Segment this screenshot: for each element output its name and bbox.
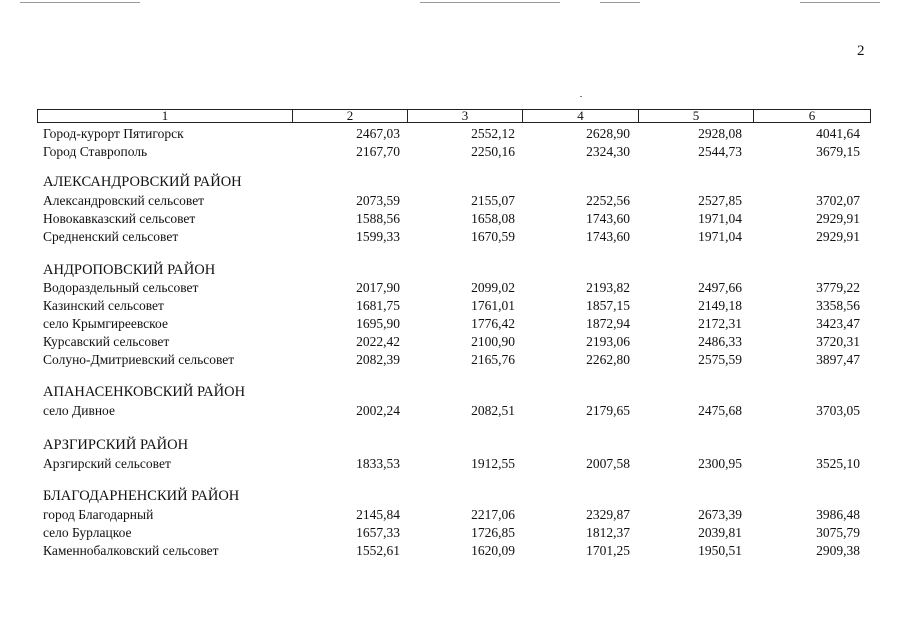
settlement-name: Город Ставрополь bbox=[43, 144, 148, 159]
district-name: АЛЕКСАНДРОВСКИЙ РАЙОН bbox=[43, 174, 242, 190]
value-col-6: 3525,10 bbox=[816, 456, 860, 471]
value-col-6: 3702,07 bbox=[816, 193, 860, 208]
scan-dot bbox=[580, 96, 582, 97]
settlement-name: село Бурлацкое bbox=[43, 525, 132, 540]
settlement-name: Город-курорт Пятигорск bbox=[43, 126, 184, 141]
table-row bbox=[0, 315, 905, 333]
settlement-name: село Крымгиреевское bbox=[43, 316, 168, 331]
table-header bbox=[37, 109, 871, 123]
value-col-4: 1872,94 bbox=[586, 316, 630, 331]
value-col-2: 2002,24 bbox=[356, 403, 400, 418]
value-col-5: 2172,31 bbox=[698, 316, 742, 331]
settlement-name: Средненский сельсовет bbox=[43, 229, 179, 244]
table-row bbox=[0, 524, 905, 542]
table-row bbox=[0, 351, 905, 369]
table-row bbox=[0, 210, 905, 228]
value-col-6: 3897,47 bbox=[816, 352, 860, 367]
settlement-name: село Дивное bbox=[43, 403, 115, 418]
value-col-5: 2673,39 bbox=[698, 507, 742, 522]
value-col-4: 2262,80 bbox=[586, 352, 630, 367]
value-col-5: 1950,51 bbox=[698, 543, 742, 558]
value-col-5: 2544,73 bbox=[698, 144, 742, 159]
district-heading-row bbox=[0, 487, 905, 505]
value-col-2: 1552,61 bbox=[356, 543, 400, 558]
value-col-4: 2329,87 bbox=[586, 507, 630, 522]
table-row bbox=[0, 228, 905, 246]
table-row bbox=[0, 192, 905, 210]
table-row bbox=[0, 279, 905, 297]
value-col-2: 2167,70 bbox=[356, 144, 400, 159]
header-col-5: 5 bbox=[639, 110, 754, 122]
value-col-4: 2193,06 bbox=[586, 334, 630, 349]
settlement-name: Александровский сельсовет bbox=[43, 193, 205, 208]
value-col-4: 2252,56 bbox=[586, 193, 630, 208]
value-col-3: 2099,02 bbox=[471, 280, 515, 295]
settlement-name: Новокавказский сельсовет bbox=[43, 211, 196, 226]
value-col-3: 2217,06 bbox=[471, 507, 515, 522]
value-col-4: 1743,60 bbox=[586, 229, 630, 244]
value-col-2: 2022,42 bbox=[356, 334, 400, 349]
district-name: АРЗГИРСКИЙ РАЙОН bbox=[43, 437, 189, 453]
value-col-6: 3075,79 bbox=[816, 525, 860, 540]
value-col-4: 1857,15 bbox=[586, 298, 630, 313]
header-col-1: 1 bbox=[38, 110, 293, 122]
value-col-3: 1670,59 bbox=[471, 229, 515, 244]
settlement-name: город Благодарный bbox=[43, 507, 154, 522]
value-col-4: 2324,30 bbox=[586, 144, 630, 159]
settlement-name: Солуно-Дмитриевский сельсовет bbox=[43, 352, 235, 367]
value-col-6: 2909,38 bbox=[816, 543, 860, 558]
value-col-6: 2929,91 bbox=[816, 229, 860, 244]
district-heading-row bbox=[0, 383, 905, 401]
value-col-3: 1776,42 bbox=[471, 316, 515, 331]
settlement-name: Курсавский сельсовет bbox=[43, 334, 170, 349]
value-col-5: 2486,33 bbox=[698, 334, 742, 349]
value-col-5: 2928,08 bbox=[698, 126, 742, 141]
value-col-4: 1812,37 bbox=[586, 525, 630, 540]
table-row bbox=[0, 455, 905, 473]
value-col-3: 2250,16 bbox=[471, 144, 515, 159]
district-heading-row bbox=[0, 261, 905, 279]
value-col-5: 1971,04 bbox=[698, 211, 742, 226]
settlement-name: Арзгирский сельсовет bbox=[43, 456, 171, 471]
settlement-name: Водораздельный сельсовет bbox=[43, 280, 199, 295]
district-name: АПАНАСЕНКОВСКИЙ РАЙОН bbox=[43, 384, 246, 400]
value-col-3: 1761,01 bbox=[471, 298, 515, 313]
value-col-2: 1657,33 bbox=[356, 525, 400, 540]
header-col-2: 2 bbox=[293, 110, 408, 122]
settlement-name: Казинский сельсовет bbox=[43, 298, 164, 313]
value-col-3: 1726,85 bbox=[471, 525, 515, 540]
value-col-5: 2575,59 bbox=[698, 352, 742, 367]
value-col-2: 2073,59 bbox=[356, 193, 400, 208]
value-col-2: 2467,03 bbox=[356, 126, 400, 141]
table-row bbox=[0, 125, 905, 143]
scan-artifact bbox=[420, 2, 560, 3]
header-col-4: 4 bbox=[523, 110, 639, 122]
value-col-4: 2193,82 bbox=[586, 280, 630, 295]
district-name: БЛАГОДАРНЕНСКИЙ РАЙОН bbox=[43, 488, 240, 504]
value-col-3: 2100,90 bbox=[471, 334, 515, 349]
value-col-3: 2082,51 bbox=[471, 403, 515, 418]
value-col-3: 2155,07 bbox=[471, 193, 515, 208]
value-col-3: 2552,12 bbox=[471, 126, 515, 141]
district-heading-row bbox=[0, 436, 905, 454]
value-col-2: 2082,39 bbox=[356, 352, 400, 367]
value-col-6: 3720,31 bbox=[816, 334, 860, 349]
value-col-6: 4041,64 bbox=[816, 126, 860, 141]
table-row bbox=[0, 506, 905, 524]
district-name: АНДРОПОВСКИЙ РАЙОН bbox=[43, 262, 216, 278]
value-col-4: 2179,65 bbox=[586, 403, 630, 418]
district-heading-row bbox=[0, 173, 905, 191]
value-col-5: 2475,68 bbox=[698, 403, 742, 418]
table-row bbox=[0, 297, 905, 315]
table-row bbox=[0, 542, 905, 560]
value-col-6: 3679,15 bbox=[816, 144, 860, 159]
value-col-4: 1743,60 bbox=[586, 211, 630, 226]
value-col-5: 2497,66 bbox=[698, 280, 742, 295]
value-col-4: 2007,58 bbox=[586, 456, 630, 471]
value-col-3: 1912,55 bbox=[471, 456, 515, 471]
value-col-5: 2527,85 bbox=[698, 193, 742, 208]
value-col-4: 2628,90 bbox=[586, 126, 630, 141]
value-col-6: 3423,47 bbox=[816, 316, 860, 331]
header-col-3: 3 bbox=[408, 110, 523, 122]
value-col-2: 1695,90 bbox=[356, 316, 400, 331]
value-col-6: 2929,91 bbox=[816, 211, 860, 226]
value-col-3: 1658,08 bbox=[471, 211, 515, 226]
value-col-6: 3703,05 bbox=[816, 403, 860, 418]
value-col-5: 2149,18 bbox=[698, 298, 742, 313]
value-col-2: 2017,90 bbox=[356, 280, 400, 295]
header-col-6: 6 bbox=[808, 108, 816, 123]
value-col-4: 1701,25 bbox=[586, 543, 630, 558]
scan-artifact bbox=[20, 2, 140, 3]
scan-artifact bbox=[800, 2, 880, 3]
value-col-3: 2165,76 bbox=[471, 352, 515, 367]
page-number: 2 bbox=[857, 43, 865, 59]
table-row bbox=[0, 333, 905, 351]
value-col-5: 2039,81 bbox=[698, 525, 742, 540]
value-col-5: 2300,95 bbox=[698, 456, 742, 471]
value-col-2: 1588,56 bbox=[356, 211, 400, 226]
table-row bbox=[0, 402, 905, 420]
value-col-2: 1833,53 bbox=[356, 456, 400, 471]
value-col-5: 1971,04 bbox=[698, 229, 742, 244]
value-col-6: 3986,48 bbox=[816, 507, 860, 522]
value-col-2: 1681,75 bbox=[356, 298, 400, 313]
scan-artifact bbox=[600, 2, 640, 3]
table-row bbox=[0, 143, 905, 161]
value-col-6: 3779,22 bbox=[816, 280, 860, 295]
value-col-2: 2145,84 bbox=[356, 507, 400, 522]
value-col-6: 3358,56 bbox=[816, 298, 860, 313]
value-col-2: 1599,33 bbox=[356, 229, 400, 244]
value-col-3: 1620,09 bbox=[471, 543, 515, 558]
settlement-name: Каменнобалковский сельсовет bbox=[43, 543, 219, 558]
